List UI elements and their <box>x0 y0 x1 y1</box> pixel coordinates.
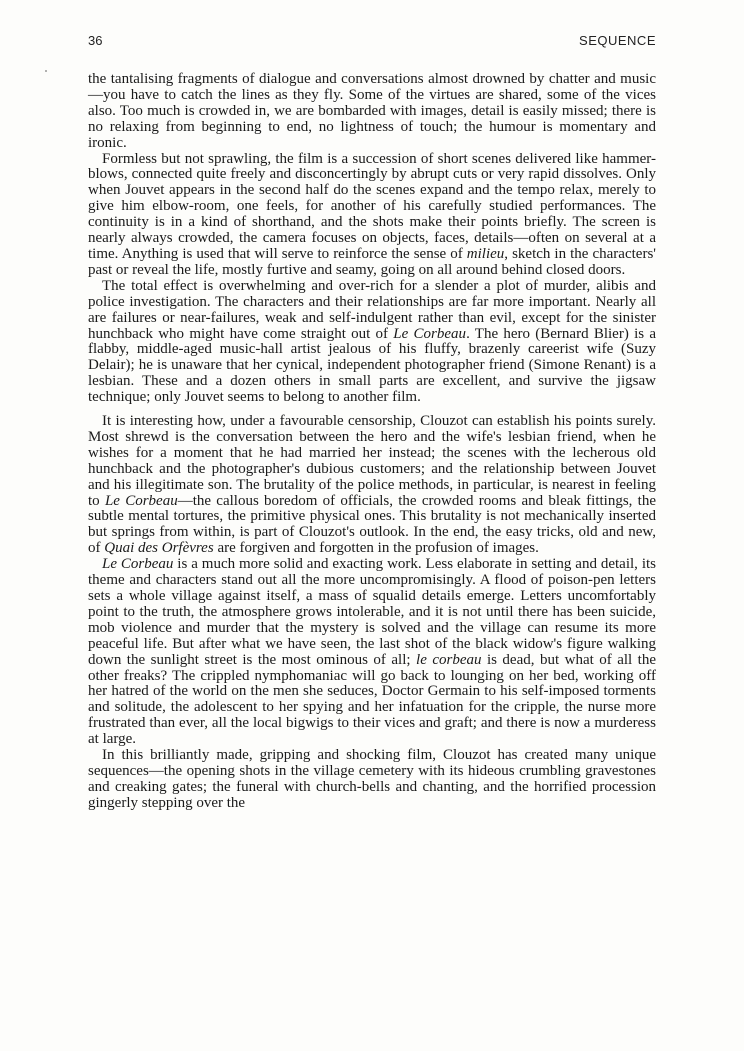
italic-title: le corbeau <box>416 651 482 668</box>
text-run: The total effect is overwhelming and over-rich for a slender a plot of murder, alibis and police investigation. The characters and their relationships are far more important. Nearly all are failures or near-failures, weak and self-indulgent rather than evil, except for the sinister hunchback who might have come straight out of <box>88 277 656 342</box>
article-paragraph <box>88 748 656 812</box>
text-run: —the callous boredom of officials, the crowded rooms and bleak fittings, the subtle mental tortures, the primitive physical ones. This brutality is not mechanically inserted but springs from within, is part of Clouzot's outlook. In the end, the easy tricks, old and new, of <box>88 492 656 557</box>
article-paragraph <box>88 414 656 557</box>
article-body <box>88 72 656 812</box>
text-run: is a much more solid and exacting work. Less elaborate in setting and detail, its theme and characters stand out all the more uncompromisingly. A flood of poison-pen letters sets a whole village against itself, a mass of squalid details emerge. Letters uncomfortably point to the truth, the atmosphere grows intolerable, and it is not until there has been suicide, mob violence and murder that the mystery is solved and the village can resume its more peaceful life. But after what we have seen, the last shot of the black widow's figure walking down the sunlight street is the most ominous of all; <box>88 556 656 668</box>
text-run: Formless but not sprawling, the film is a succession of short scenes delivered like hammer-blows, connected quite freely and disconcertingly by abrupt cuts or very rapid dissolves. Only when Jouvet appears in the second half do the scenes expand and the tempo relax, merely to give him elbow-room, one feels, for another of his carefully studied performances. The continuity is in a kind of shorthand, and the shots make their points briefly. The screen is nearly always crowded, the camera focuses on objects, faces, details—often on several at a time. Anything is used that will serve to reinforce the sense of <box>88 150 656 262</box>
italic-title: milieu <box>466 245 505 262</box>
text-run: are forgiven and forgotten in the profusion of images. <box>213 540 539 557</box>
text-run: . The hero (Bernard Blier) is a flabby, middle-aged music-hall artist jealous of his fluffy, brazenly careerist wife (Suzy Delair); he is unaware that her cynical, independent photographer friend (Simone Renant) is a lesbian. These and a dozen others in small parts are excellent, and survive the jigsaw technique; only Jouvet seems to belong to another film. <box>88 325 656 406</box>
article-paragraph <box>88 72 656 152</box>
text-run: the tantalising fragments of dialogue and conversations almost drowned by chatter and music—you have to catch the lines as they fly. Some of the virtues are shared, some of the vices also. Too much is crowded in, we are bombarded with images, detail is easily missed; there is no relaxing from beginning to end, no lightness of touch; the humour is momentary and ironic. <box>88 71 656 151</box>
article-paragraph <box>88 279 656 406</box>
text-run: is dead, but what of all the other freaks? The crippled nymphomaniac will go back to lounging on her bed, working off her hatred of the world on the men she seduces, Doctor Germain to his self-imposed torments and solitude, the adolescent to her spying and her infatuation for the cripple, the nurse more frustrated than ever, all the local bigwigs to their vices and graft; and there is now a murderess at large. <box>88 651 656 748</box>
running-header <box>88 33 656 48</box>
text-run: It is interesting how, under a favourable censorship, Clouzot can establish his points surely. Most shrewd is the conversation between the hero and the wife's lesbian friend, when he wishes for a moment that he had married her instead; the scenes with the lecherous old hunchback and the photographer's dubious customers; and the relationship between Jouvet and his illegitimate son. The brutality of the police methods, in particular, is nearest in feeling to <box>88 413 656 509</box>
italic-title: Quai des Orfèvres <box>104 540 214 557</box>
text-run: In this brilliantly made, gripping and shocking film, Clouzot has created many unique sequences—the opening shots in the village cemetery with its hideous crumbling gravestones and creaking gates; the funeral with church-bells and chanting, and the horrified procession gingerly stepping over the <box>88 747 656 811</box>
margin-mark <box>45 70 47 72</box>
page-number: 36 <box>88 33 103 48</box>
italic-title: Le Corbeau <box>393 325 467 342</box>
italic-title: Le Corbeau <box>104 492 178 509</box>
italic-title: Le Corbeau <box>102 556 174 573</box>
journal-title: SEQUENCE <box>579 33 656 48</box>
article-paragraph <box>88 152 656 279</box>
text-run: , sketch in the characters' past or reveal the life, mostly furtive and seamy, going on all around behind closed doors. <box>88 245 656 278</box>
article-paragraph <box>88 557 656 748</box>
